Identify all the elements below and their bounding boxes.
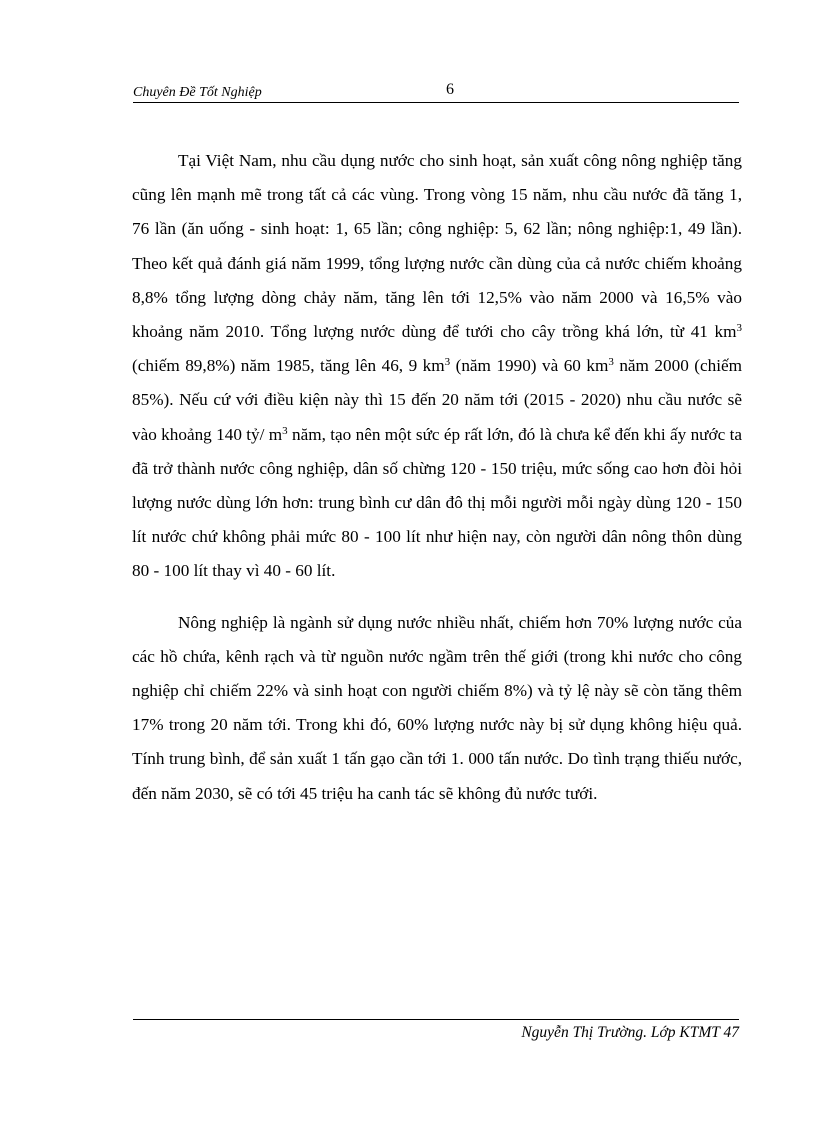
superscript-1: 3 xyxy=(736,322,742,335)
header-title: Chuyên Đề Tốt Nghiệp xyxy=(133,85,262,100)
paragraph-1-text-c: (năm 1990) và 60 km xyxy=(450,356,609,376)
superscript-2: 3 xyxy=(444,356,451,369)
paragraph-1 xyxy=(132,144,742,589)
footer-author: Nguyễn Thị Trường. Lớp KTMT 47 xyxy=(521,1024,739,1041)
paragraph-1-text-d: năm 2000 (chiếm 85%). Nếu cứ với điều kiện này thì 15 đến 20 năm tới (2015 - 2020) nhu cầu nước sẽ vào khoảng 140 tỷ/ m xyxy=(132,356,742,444)
paragraph-2: Nông nghiệp là ngành sử dụng nước nhiều nhất, chiếm hơn 70% lượng nước của các hồ chứa, kênh rạch và từ nguồn nước ngầm trên thế giới (trong khi nước cho công nghiệp chỉ chiếm 22% và sinh hoạt con người chiếm 8%) và tỷ lệ này sẽ còn tăng thêm 17% trong 20 năm tới. Trong khi đó, 60% lượng nước này bị sử dụng không hiệu quả. Tính trung bình, để sản xuất 1 tấn gạo cần tới 1. 000 tấn nước. Do tình trạng thiếu nước, đến năm 2030, sẽ có tới 45 triệu ha canh tác sẽ không đủ nước tưới. xyxy=(132,612,742,803)
paragraph-1-text-e: năm, tạo nên một sức ép rất lớn, đó là chưa kể đến khi ấy nước ta đã trở thành nước công nghiệp, dân số chừng 120 - 150 triệu, mức sống cao hơn đòi hỏi lượng nước dùng lớn hơn: trung bình cư dân đô thị mỗi người mỗi ngày dùng 120 - 150 lít nước chứ không phải mức 80 - 100 lít như hiện nay, còn người dân nông thôn dùng 80 - 100 lít thay vì 40 - 60 lít. xyxy=(132,424,742,581)
page-header xyxy=(133,78,739,103)
page-footer xyxy=(133,1019,739,1041)
document-body xyxy=(132,144,742,828)
paragraph-1-text-b: (chiếm 89,8%) năm 1985, tăng lên 46, 9 km xyxy=(132,356,445,376)
paragraph-1-text-a: Tại Việt Nam, nhu cầu dụng nước cho sinh hoạt, sản xuất công nông nghiệp tăng cũng lên mạnh mẽ trong tất cả các vùng. Trong vòng 15 năm, nhu cầu nước đã tăng 1, 76 lần (ăn uống - sinh hoạt: 1, 65 lần; công nghiệp: 5, 62 lần; nông nghiệp:1, 49 lần). Theo kết quả đánh giá năm 1999, tổng lượng nước cần dùng của cả nước chiếm khoảng 8,8% tổng lượng dòng chảy năm, tăng lên tới 12,5% vào năm 2000 và 16,5% vào khoảng năm 2010. Tổng lượng nước dùng để tưới cho cây trồng khá lớn, từ 41 km xyxy=(132,151,742,342)
page-number: 6 xyxy=(446,81,454,98)
superscript-4: 3 xyxy=(282,424,288,437)
superscript-3: 3 xyxy=(608,356,614,369)
